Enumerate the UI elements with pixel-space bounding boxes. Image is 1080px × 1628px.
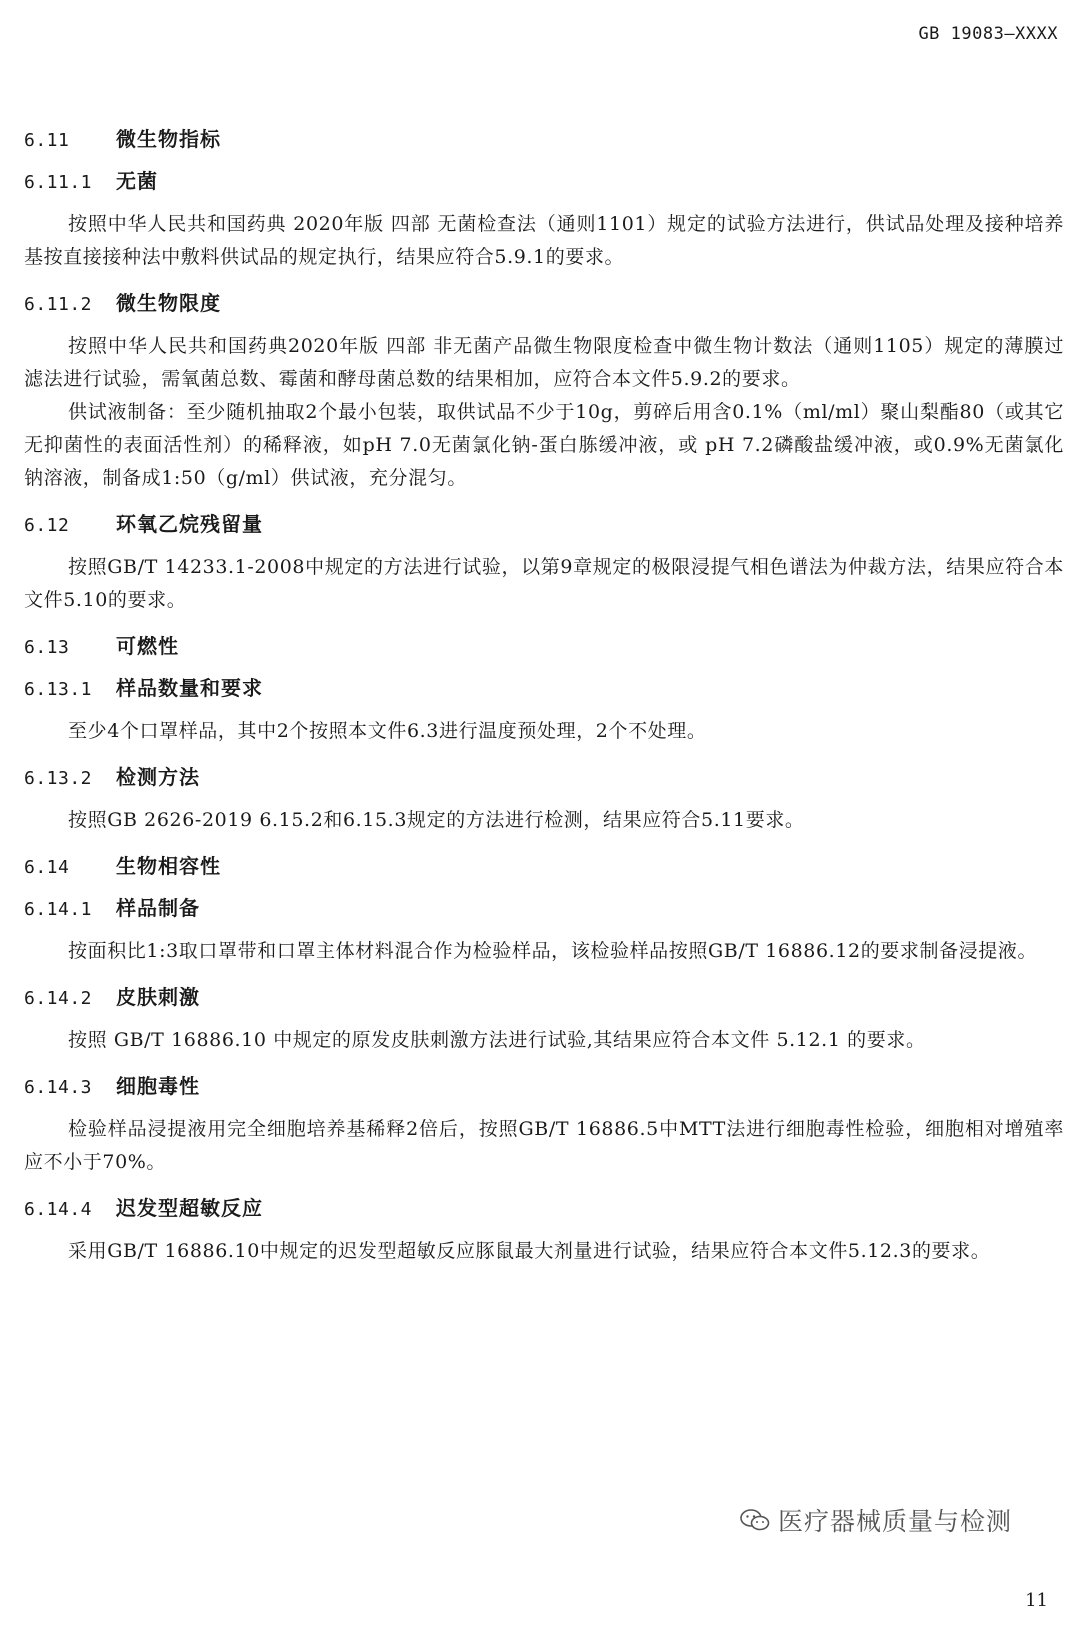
section-number: 6.13 — [24, 637, 70, 658]
section-title: 样品制备 — [116, 896, 200, 920]
section-6-11 — [24, 124, 1064, 154]
paragraph: 按照GB/T 14233.1-2008中规定的方法进行试验，以第9章规定的极限浸提气相色谱法为仲裁方法，结果应符合本文件5.10的要求。 — [24, 556, 1064, 611]
section-6-12 — [24, 509, 1064, 617]
section-heading — [24, 124, 1064, 154]
paragraph: 按照中华人民共和国药典2020年版 四部 非无菌产品微生物限度检查中微生物计数法（通则1105）规定的薄膜过滤法进行试验，需氧菌总数、霉菌和酵母菌总数的结果相加，应符合本文件5.9.2的要求。 — [24, 335, 1064, 390]
section-heading — [24, 1193, 1064, 1223]
paragraph: 检验样品浸提液用完全细胞培养基稀释2倍后，按照GB/T 16886.5中MTT法进行细胞毒性检验，细胞相对增殖率应不小于70%。 — [24, 1118, 1064, 1173]
section-title: 生物相容性 — [116, 854, 221, 878]
section-heading — [24, 288, 1064, 318]
paragraph: 至少4个口罩样品，其中2个按照本文件6.3进行温度预处理，2个不处理。 — [68, 720, 707, 742]
section-heading — [24, 631, 1064, 661]
section-6-13-1 — [24, 673, 1064, 748]
paragraph: 采用GB/T 16886.10中规定的迟发型超敏反应豚鼠最大剂量进行试验，结果应符合本文件5.12.3的要求。 — [68, 1240, 991, 1262]
section-6-14-4 — [24, 1193, 1064, 1268]
section-6-13 — [24, 631, 1064, 661]
paragraph: 供试液制备：至少随机抽取2个最小包装，取供试品不少于10g，剪碎后用含0.1%（ml/ml）聚山梨酯80（或其它无抑菌性的表面活性剂）的稀释液，如pH 7.0无菌氯化钠-蛋白胨缓冲液，或 pH 7.2磷酸盐缓冲液，或0.9%无菌氯化钠溶液，制备成1:50（g/ml）供试液，充分混匀。 — [24, 401, 1064, 489]
paragraph: 按照中华人民共和国药典 2020年版 四部 无菌检查法（通则1101）规定的试验方法进行，供试品处理及接种培养基按直接接种法中敷料供试品的规定执行，结果应符合5.9.1的要求。 — [24, 213, 1064, 268]
document-body — [24, 124, 1064, 1282]
section-title: 无菌 — [116, 169, 158, 193]
section-number: 6.14.2 — [24, 988, 93, 1009]
section-6-11-2 — [24, 288, 1064, 495]
section-number: 6.13.1 — [24, 679, 93, 700]
section-number: 6.12 — [24, 515, 70, 536]
section-title: 细胞毒性 — [116, 1074, 200, 1098]
section-number: 6.14.4 — [24, 1199, 93, 1220]
page-number: 11 — [1025, 1590, 1048, 1611]
section-number: 6.14 — [24, 857, 70, 878]
section-6-11-1 — [24, 166, 1064, 274]
paragraph: 按照 GB/T 16886.10 中规定的原发皮肤刺激方法进行试验,其结果应符合本文件 5.12.1 的要求。 — [68, 1029, 926, 1051]
watermark-text: 医疗器械质量与检测 — [778, 1507, 1013, 1536]
section-title: 迟发型超敏反应 — [116, 1196, 263, 1220]
section-heading — [24, 509, 1064, 539]
section-6-13-2 — [24, 762, 1064, 837]
section-title: 可燃性 — [116, 634, 179, 658]
section-title: 皮肤刺激 — [116, 985, 200, 1009]
section-number: 6.11.2 — [24, 294, 93, 315]
section-heading — [24, 1071, 1064, 1101]
standard-code: GB 19083—XXXX — [918, 24, 1058, 44]
wechat-icon — [740, 1508, 770, 1532]
section-number: 6.13.2 — [24, 768, 93, 789]
section-title: 微生物限度 — [116, 291, 221, 315]
section-6-14-2 — [24, 982, 1064, 1057]
section-title: 样品数量和要求 — [116, 676, 263, 700]
section-number: 6.11 — [24, 130, 70, 151]
section-heading — [24, 982, 1064, 1012]
section-number: 6.14.3 — [24, 1077, 93, 1098]
section-heading — [24, 851, 1064, 881]
section-heading — [24, 762, 1064, 792]
section-heading — [24, 893, 1064, 923]
wechat-watermark — [740, 1502, 1012, 1538]
section-number: 6.14.1 — [24, 899, 93, 920]
section-6-14 — [24, 851, 1064, 881]
section-title: 检测方法 — [116, 765, 200, 789]
section-number: 6.11.1 — [24, 172, 93, 193]
section-title: 微生物指标 — [116, 127, 221, 151]
paragraph: 按照GB 2626-2019 6.15.2和6.15.3规定的方法进行检测，结果应符合5.11要求。 — [68, 809, 805, 831]
section-6-14-1 — [24, 893, 1064, 968]
section-heading — [24, 166, 1064, 196]
paragraph: 按面积比1:3取口罩带和口罩主体材料混合作为检验样品，该检验样品按照GB/T 16886.12的要求制备浸提液。 — [68, 940, 1038, 962]
section-6-14-3 — [24, 1071, 1064, 1179]
section-title: 环氧乙烷残留量 — [116, 512, 263, 536]
section-heading — [24, 673, 1064, 703]
